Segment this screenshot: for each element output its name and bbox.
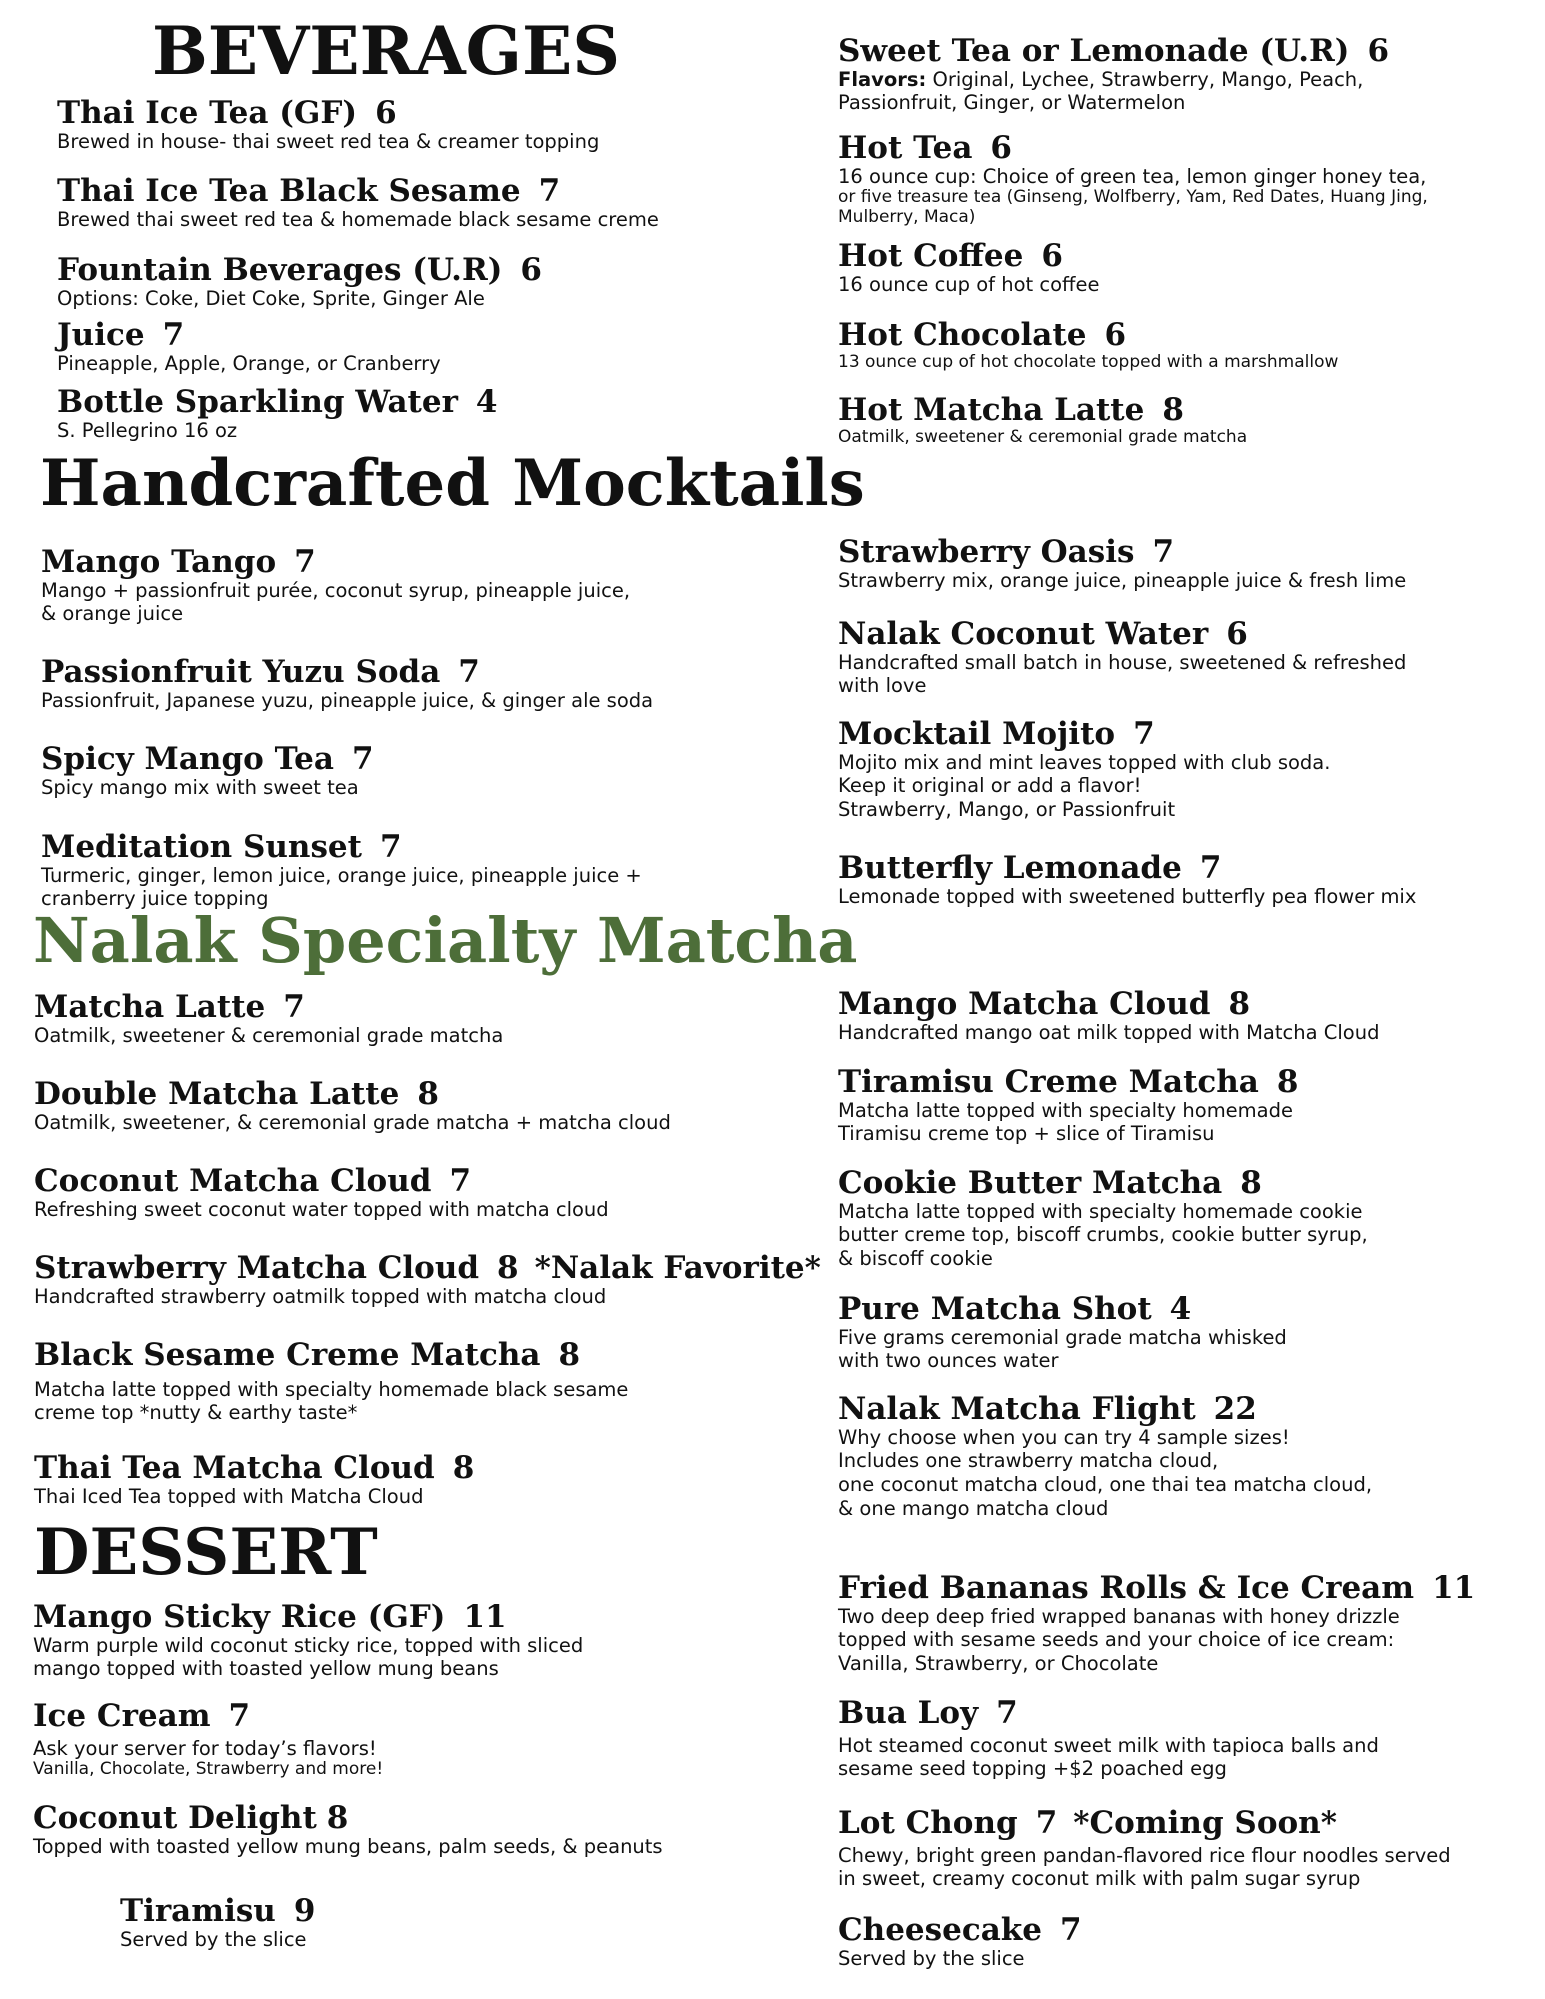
- menu-item: [838, 618, 1406, 698]
- item-price: 6: [520, 252, 542, 288]
- item-name: Mango Matcha Cloud: [838, 986, 1211, 1022]
- item-name: Bua Loy: [838, 1695, 979, 1731]
- item-price: 7: [1152, 534, 1175, 570]
- item-price: 7: [1199, 850, 1222, 886]
- item-name: Mocktail Mojito: [838, 716, 1116, 752]
- menu-item: [120, 1895, 315, 1951]
- menu-item: [34, 991, 503, 1047]
- item-name: Bottle Sparkling Water: [57, 384, 458, 420]
- item-description: Matcha latte topped with specialty homemade Tiramisu creme top + slice of Tiramisu: [838, 1098, 1294, 1146]
- menu-item: [838, 1293, 1287, 1373]
- item-name: Coconut Matcha Cloud: [34, 1163, 432, 1199]
- item-description: 16 ounce cup: Choice of green tea, lemon ginger honey tea,: [838, 164, 1427, 188]
- item-description: S. Pellegrino 16 oz: [57, 418, 238, 442]
- menu-item: [33, 1601, 583, 1681]
- item-description: Served by the slice: [120, 1927, 307, 1951]
- menu-item: [41, 743, 374, 799]
- menu-item: [838, 988, 1379, 1044]
- item-price: 4: [1169, 1291, 1192, 1327]
- item-description: Brewed in house- thai sweet red tea & creamer topping: [57, 129, 600, 153]
- menu-item: [34, 1452, 474, 1508]
- item-price: 7: [162, 317, 185, 353]
- menu-item: [57, 175, 659, 231]
- item-description: Turmeric, ginger, lemon juice, orange juice, pineapple juice + cranberry juice topping: [41, 863, 642, 911]
- item-price: 8: [452, 1450, 475, 1486]
- item-name: Butterfly Lemonade: [838, 850, 1182, 886]
- menu-item: [41, 656, 653, 712]
- item-price: 11: [1432, 1570, 1476, 1606]
- item-name: Tiramisu Creme Matcha: [838, 1064, 1259, 1100]
- item-name: Spicy Mango Tea: [41, 741, 334, 777]
- menu-item: [838, 1914, 1082, 1970]
- item-name: Fried Bananas Rolls & Ice Cream: [838, 1570, 1415, 1606]
- item-description: Topped with toasted yellow mung beans, palm seeds, & peanuts: [33, 1834, 663, 1858]
- item-name: Juice: [57, 317, 145, 353]
- flavors-label: Flavors:: [838, 67, 927, 91]
- menu-item: [838, 718, 1330, 822]
- menu-item: [57, 319, 441, 375]
- item-price: 8: [1276, 1064, 1299, 1100]
- item-description: Handcrafted mango oat milk topped with Matcha Cloud: [838, 1020, 1380, 1044]
- item-description: Options: Coke, Diet Coke, Sprite, Ginger Ale: [57, 286, 485, 310]
- item-price: 6: [1367, 33, 1390, 69]
- item-price: 22: [1213, 1391, 1257, 1427]
- item-description: Oatmilk, sweetener & ceremonial grade matcha: [838, 426, 1248, 447]
- item-name: Pure Matcha Shot: [838, 1291, 1152, 1327]
- item-price: 7: [351, 741, 374, 777]
- menu-item: [838, 852, 1416, 908]
- item-price: 8: [326, 1800, 349, 1836]
- menu-item: [838, 1697, 1379, 1781]
- menu-item: [34, 1252, 821, 1308]
- menu-item: [838, 240, 1099, 296]
- item-price: 8: [558, 1337, 581, 1373]
- item-name: Sweet Tea or Lemonade (U.R): [838, 33, 1350, 69]
- item-name: Mango Sticky Rice (GF): [33, 1599, 446, 1635]
- item-description-extra: Vanilla, Chocolate, Strawberry and more!: [33, 1759, 384, 1780]
- item-description: Pineapple, Apple, Orange, or Cranberry: [57, 351, 441, 375]
- item-price: 8: [1162, 392, 1184, 428]
- item-description: Lemonade topped with sweetened butterfly pea flower mix: [838, 884, 1417, 908]
- menu-item: [34, 1165, 609, 1221]
- item-description: Warm purple wild coconut sticky rice, topped with sliced mango topped with toasted yellow mung beans: [33, 1633, 584, 1681]
- item-price: 11: [463, 1599, 507, 1635]
- menu-item: [33, 1700, 383, 1780]
- item-name: Strawberry Oasis: [838, 534, 1135, 570]
- item-price: 7: [1133, 716, 1155, 752]
- item-description: Brewed thai sweet red tea & homemade black sesame creme: [57, 207, 659, 231]
- menu-item: [33, 1802, 663, 1858]
- item-name: Thai Ice Tea (GF): [57, 95, 358, 131]
- item-price: 7: [996, 1695, 1018, 1731]
- item-name: Strawberry Matcha Cloud: [34, 1250, 480, 1286]
- item-name: Thai Tea Matcha Cloud: [34, 1450, 435, 1486]
- item-description: Mango + passionfruit purée, coconut syrup, pineapple juice, & orange juice: [41, 578, 631, 626]
- item-description: Oatmilk, sweetener & ceremonial grade matcha: [34, 1023, 504, 1047]
- menu-item: [57, 97, 599, 153]
- item-note: *Nalak Favorite*: [534, 1250, 821, 1286]
- mocktails-heading: Handcrafted Mocktails: [40, 446, 865, 521]
- item-description: Ask your server for today’s flavors!: [33, 1736, 377, 1760]
- item-name: Cookie Butter Matcha: [838, 1165, 1223, 1201]
- item-name: Hot Coffee: [838, 238, 1024, 274]
- item-price: 7: [1035, 1805, 1058, 1841]
- item-description: Five grams ceremonial grade matcha whisked with two ounces water: [838, 1325, 1287, 1373]
- item-description: Chewy, bright green pandan-flavored rice flour noodles served in sweet, creamy coconut milk with palm sugar syrup: [838, 1843, 1451, 1891]
- item-name: Passionfruit Yuzu Soda: [41, 654, 441, 690]
- beverages-heading: BEVERAGES: [152, 12, 620, 90]
- menu-item: [57, 254, 542, 310]
- menu-item: [838, 132, 1428, 227]
- item-price: 9: [293, 1893, 316, 1929]
- item-name: Hot Tea: [838, 130, 973, 166]
- item-description: Two deep deep fried wrapped bananas with honey drizzle topped with sesame seeds and your choice of ice cream: Vanilla, Strawberry, or Chocolate: [838, 1604, 1400, 1676]
- item-price: 7: [1060, 1912, 1082, 1948]
- item-description: Matcha latte topped with specialty homemade cookie butter creme top, biscoff crumbs, cookie butter syrup, & biscoff cookie: [838, 1199, 1368, 1271]
- item-price: 7: [379, 829, 402, 865]
- item-price: 7: [228, 1698, 251, 1734]
- item-name: Matcha Latte: [34, 989, 266, 1025]
- menu-item: [838, 394, 1247, 447]
- item-description: Spicy mango mix with sweet tea: [41, 775, 359, 799]
- item-name: Hot Matcha Latte: [838, 392, 1145, 428]
- menu-item: [838, 536, 1406, 592]
- item-description: Handcrafted strawberry oatmilk topped with matcha cloud: [34, 1284, 607, 1308]
- item-name: Tiramisu: [120, 1893, 276, 1929]
- menu-item: [34, 1078, 671, 1134]
- item-description: [838, 68, 1389, 116]
- item-price: 8: [497, 1250, 519, 1286]
- item-description: Oatmilk, sweetener, & ceremonial grade matcha + matcha cloud: [34, 1110, 671, 1134]
- item-name: Thai Ice Tea Black Sesame: [57, 173, 521, 209]
- item-name: Black Sesame Creme Matcha: [34, 1337, 541, 1373]
- menu-item: [838, 1167, 1368, 1271]
- menu-item: [838, 1066, 1298, 1146]
- item-name: Hot Chocolate: [838, 317, 1087, 353]
- item-name: Nalak Matcha Flight: [838, 1391, 1196, 1427]
- item-price: 7: [283, 989, 305, 1025]
- item-name: Coconut Delight: [33, 1800, 317, 1836]
- menu-item: [838, 1807, 1451, 1891]
- item-price: 6: [1226, 616, 1248, 652]
- item-name: Double Matcha Latte: [34, 1076, 400, 1112]
- item-description: Mojito mix and mint leaves topped with club soda. Keep it original or add a flavor! Strawberry, Mango, or Passionfruit: [838, 750, 1331, 822]
- item-description: Hot steamed coconut sweet milk with tapioca balls and sesame seed topping +$2 poached egg: [838, 1733, 1379, 1781]
- item-price: 6: [1041, 238, 1063, 274]
- item-description: Refreshing sweet coconut water topped with matcha cloud: [34, 1197, 609, 1221]
- item-description: Handcrafted small batch in house, sweetened & refreshed with love: [838, 650, 1407, 698]
- item-description: Why choose when you can try 4 sample sizes! Includes one strawberry matcha cloud, one coconut matcha cloud, one thai tea matcha cloud, & one mango matcha cloud: [838, 1425, 1373, 1520]
- item-description: Thai Iced Tea topped with Matcha Cloud: [34, 1484, 424, 1508]
- item-name: Fountain Beverages (U.R): [57, 252, 503, 288]
- item-description-extra: or five treasure tea (Ginseng, Wolfberry, Yam, Red Dates, Huang Jing, Mulberry, Maca): [838, 187, 1428, 227]
- item-price: 7: [294, 544, 316, 580]
- matcha-heading: Nalak Specialty Matcha: [33, 904, 858, 977]
- item-description: Served by the slice: [838, 1946, 1025, 1970]
- item-price: 4: [475, 384, 498, 420]
- item-description: Matcha latte topped with specialty homemade black sesame creme top *nutty & earthy taste*: [34, 1377, 629, 1425]
- item-price: 7: [538, 173, 561, 209]
- item-name: Cheesecake: [838, 1912, 1042, 1948]
- item-name: Lot Chong: [838, 1805, 1018, 1841]
- menu-item: [838, 1393, 1372, 1521]
- item-price: 6: [1104, 317, 1127, 353]
- item-name: Ice Cream: [33, 1698, 211, 1734]
- item-description: 16 ounce cup of hot coffee: [838, 272, 1100, 296]
- item-price: 8: [417, 1076, 439, 1112]
- item-name: Mango Tango: [41, 544, 277, 580]
- menu-item: [41, 831, 642, 911]
- menu-item: [34, 1339, 722, 1425]
- dessert-heading: DESSERT: [34, 1515, 378, 1590]
- item-description: Passionfruit, Japanese yuzu, pineapple juice, & ginger ale soda: [41, 688, 654, 712]
- item-price: 6: [990, 130, 1012, 166]
- item-note: *Coming Soon*: [1073, 1805, 1337, 1841]
- item-price: 6: [375, 95, 397, 131]
- item-description: Strawberry mix, orange juice, pineapple juice & fresh lime: [838, 568, 1407, 592]
- menu-item: [57, 386, 498, 442]
- menu-item: [838, 1572, 1475, 1676]
- item-price: 7: [449, 1163, 472, 1199]
- item-price: 8: [1228, 986, 1251, 1022]
- item-price: 7: [458, 654, 480, 690]
- menu-item: [838, 35, 1389, 115]
- item-name: Meditation Sunset: [41, 829, 362, 865]
- menu-item: [41, 546, 630, 626]
- item-name: Nalak Coconut Water: [838, 616, 1209, 652]
- item-price: 8: [1240, 1165, 1262, 1201]
- item-description: 13 ounce cup of hot chocolate topped with a marshmallow: [838, 351, 1339, 372]
- flavors-list: Original, Lychee, Strawberry, Mango, Peach, Passionfruit, Ginger, or Watermelon: [838, 67, 1364, 115]
- menu-item: [838, 319, 1338, 372]
